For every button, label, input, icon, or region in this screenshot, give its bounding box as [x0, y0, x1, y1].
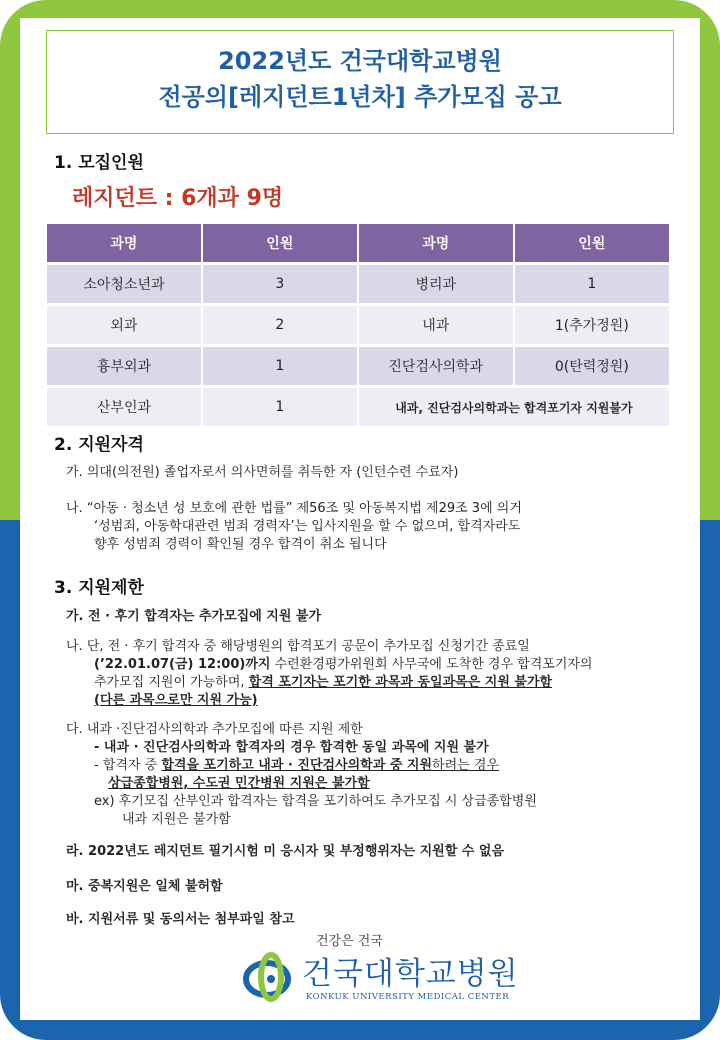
- title-line-2: 전공의[레지던트1년차] 추가모집 공고: [158, 83, 562, 111]
- section-3-heading: 3. 지원제한: [54, 578, 144, 598]
- cell: 흉부외과: [45, 347, 201, 385]
- cell: 3: [201, 265, 357, 303]
- logo-english: KONKUK UNIVERSITY MEDICAL CENTER: [306, 992, 510, 1002]
- quota-table: [45, 221, 669, 429]
- col-count-2: 인원: [513, 224, 669, 262]
- section-2-heading: 2. 지원자격: [54, 435, 144, 455]
- logo-name: 건국대학교병원: [302, 956, 519, 992]
- restriction-na-line-4: (다른 과목으로만 지원 가능): [94, 693, 258, 708]
- restriction-ra: 라. 2022년도 레지던트 필기시험 미 응시자 및 부정행위자는 지원할 수 없음: [66, 844, 505, 859]
- qualification-na: [66, 500, 522, 554]
- restriction-na-line-2: 수련환경평가위원회 사무국에 도착한 경우 합격포기자의: [270, 657, 593, 672]
- notice-paper: [20, 18, 700, 1020]
- cell: 1: [201, 388, 357, 426]
- restriction-da: [66, 721, 537, 829]
- restriction-ba: 바. 지원서류 및 동의서는 첨부파일 참고: [66, 912, 295, 927]
- table-header: [45, 224, 669, 262]
- title-line-1: 2022년도 건국대학교병원: [218, 47, 502, 75]
- cell: 0(탄력정원): [513, 347, 669, 385]
- col-dept-1: 과명: [45, 224, 201, 262]
- restriction-na: [66, 638, 593, 710]
- title-box: [46, 30, 674, 134]
- restriction-da-line-6: 내과 지원은 불가함: [122, 812, 231, 827]
- cell: 1: [201, 347, 357, 385]
- cell: 1: [513, 265, 669, 303]
- restriction-da-line-2: - 내과 · 진단검사의학과 합격자의 경우 합격한 동일 과목에 지원 불가: [94, 740, 489, 755]
- restriction-da-line-3a: - 합격자 중: [94, 758, 162, 773]
- cell: 산부인과: [45, 388, 201, 426]
- qualification-ga: 가. 의대(의전원) 졸업자로서 의사면허를 취득한 자 (인턴수련 수료자): [66, 465, 459, 480]
- cell: 2: [201, 306, 357, 344]
- qualification-na-line-2: ‘성범죄, 아동학대관련 범죄 경력자’는 입사지원을 할 수 없으며, 합격자라도: [94, 519, 521, 534]
- restriction-da-line-1: 다. 내과 ·진단검사의학과 추가모집에 따른 지원 제한: [66, 722, 363, 737]
- logo-slogan: 건강은 건국: [316, 934, 383, 949]
- restriction-na-deadline: (’22.01.07(금) 12:00)까지: [94, 657, 271, 672]
- hospital-logo: [240, 930, 540, 1014]
- restriction-da-line-3c: 하려는 경우: [432, 758, 499, 773]
- recruit-total: 레지던트 : 6개과 9명: [72, 186, 284, 211]
- section-1-heading: 1. 모집인원: [54, 153, 144, 173]
- restriction-na-emphasis: 합격 포기자는 포기한 과목과 동일과목은 지원 불가함: [248, 675, 553, 690]
- restriction-da-line-4: 상급종합병원, 수도권 민간병원 지원은 불가함: [108, 776, 370, 791]
- cell: 내과: [357, 306, 513, 344]
- restriction-na-line-1: 나. 단, 전 · 후기 합격자 중 해당병원의 합격포기 공문이 추가모집 신청기간 종료일: [66, 639, 530, 654]
- table-row: [45, 388, 669, 426]
- col-dept-2: 과명: [357, 224, 513, 262]
- qualification-na-line-3: 향후 성범죄 경력이 확인될 경우 합격이 취소 됩니다: [94, 537, 387, 552]
- restriction-da-line-3b: 합격을 포기하고 내과 · 진단검사의학과 중 지원: [161, 758, 433, 773]
- restriction-ga: 가. 전 · 후기 합격자는 추가모집에 지원 불가: [66, 609, 322, 624]
- cell: 병리과: [357, 265, 513, 303]
- qualification-na-line-1: 나. “아동 · 청소년 성 보호에 관한 법률” 제56조 및 아동복지법 제29조 3에 의거: [66, 501, 522, 516]
- table-row: [45, 347, 669, 385]
- table-row: [45, 265, 669, 303]
- cell: 소아청소년과: [45, 265, 201, 303]
- hospital-emblem-icon: [240, 946, 298, 1008]
- restriction-da-line-5: ex) 후기모집 산부인과 합격자는 합격을 포기하여도 추가모집 시 상급종합병원: [94, 794, 537, 809]
- table-row: [45, 306, 669, 344]
- cell: 진단검사의학과: [357, 347, 513, 385]
- col-count-1: 인원: [201, 224, 357, 262]
- cell: 1(추가정원): [513, 306, 669, 344]
- restriction-ma: 마. 중복지원은 일체 불허함: [66, 879, 223, 894]
- table-note: 내과, 진단검사의학과는 합격포기자 지원불가: [357, 388, 669, 426]
- restriction-na-line-3: 추가모집 지원이 가능하며,: [94, 675, 249, 690]
- cell: 외과: [45, 306, 201, 344]
